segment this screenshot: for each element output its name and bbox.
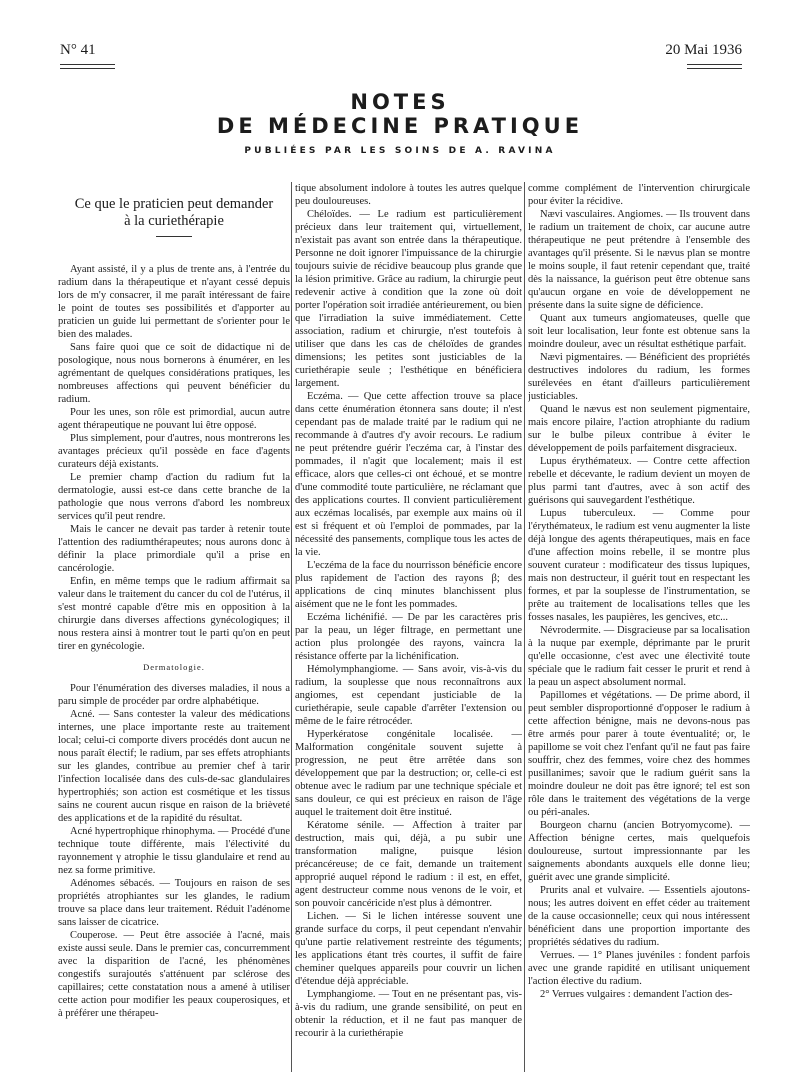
paragraph: Pour l'énumération des diverses maladies, il nous a paru simple de procéder par ordre alphabétique.: [58, 683, 290, 707]
paragraph: Plus simplement, pour d'autres, nous montrerons les avantages précieux qu'il possède en face d'agents curateurs déjà existants.: [58, 433, 290, 470]
paragraph: Hyperkératose congénitale localisée. — Malformation congénitale souvent sujette à progression, ne peut être arrêtée dans son développement que par la destruction; or, celle-ci est obtenue avec le radium par une technique spéciale et sans douleur, ce qui est précieux en raison de l'âge auquel le traitement doit être institué.: [295, 729, 522, 818]
paragraph: Chéloïdes. — Le radium est particulièrement précieux dans leur traitement qui, virtuellement, n'existait pas avant son entrée dans la thérapeutique. Personne ne doit ignorer l'impuissance de la chirurgie toujours suivie de récidive beaucoup plus grande que la lésion primitive. Grâce au radium, la chirurgie peut redevenir active à condition que la zone où doit porter l'opération soit irradiée antérieurement, ou bien que l'irradiation la suive immédiatement. Cette association, radium et chirurgie, n'est toutefois à utiliser que dans les cas de chéloïdes de grandes dimensions; les petites sont justiciables de la curiethérapie seule ; l'esthétique en bénéficiera largement.: [295, 209, 522, 389]
paragraph: Le premier champ d'action du radium fut la dermatologie, aussi est-ce dans cette branche de la pathologie que nous verrons d'abord les nombreux services qu'il peut rendre.: [58, 472, 290, 522]
paragraph: Acné hypertrophique rhinophyma. — Procédé d'une technique toute différente, mais l'électivité du rayonnement γ atrophie le tissu glandulaire et rend au nez sa forme primitive.: [58, 826, 290, 876]
page-header: [0, 42, 800, 72]
paragraph: Nævi vasculaires. Angiomes. — Ils trouvent dans le radium un traitement de choix, car aucune autre thérapeutique ne peut prétendre à l'ensemble des avantages qu'il présente. Si le nævus plan se montre le moins souple, il faut retenir cependant que, traité dès la naissance, la guérison peut être obtenue sans qu'aucun organe en voie de développement ne présente dans la suite signe de déficience.: [528, 209, 750, 311]
paragraph: Quant aux tumeurs angiomateuses, quelle que soit leur localisation, leur fonte est obtenue sans la moindre douleur, avec un résultat esthétique parfait.: [528, 313, 750, 350]
paragraph: Eczéma lichénifié. — De par les caractères pris par la peau, un léger filtrage, en permettant une action plus prolongée des rayons, vaincra la résistance offerte par la lichénification.: [295, 612, 522, 662]
paragraph: Couperose. — Peut être associée à l'acné, mais existe aussi seule. Dans le premier cas, concurremment avec la disparition de l'acné, les phénomènes congestifs surajoutés s'atténuent par sclérose des capillaires; cette constatation nous a amené à utiliser cette action pour modifier les peaux couperosiques, et à préférer une thérapeu-: [58, 930, 290, 1019]
paragraph: Ayant assisté, il y a plus de trente ans, à l'entrée du radium dans la thérapeutique et n'ayant cessé depuis lors de m'y consacrer, il me paraît intéressant de faire le point de toutes ses possibilités et d'apporter au praticien un guide lui permettant de s'orienter pour le bien des malades.: [58, 264, 290, 340]
issue-number: N° 41: [60, 42, 96, 58]
masthead: [0, 92, 800, 156]
paragraph: tique absolument indolore à toutes les autres quelque peu douloureuses.: [295, 183, 522, 207]
masthead-line1: NOTES: [350, 90, 450, 114]
paragraph: Lichen. — Si le lichen intéresse souvent une grande surface du corps, il peut cependant n'envahir qu'une partie relativement restreinte des téguments; les applications étant très courtes, il suffit de faire cheminer quelques appareils pour couvrir un lichen d'étendue déjà appréciable.: [295, 911, 522, 987]
header-rule-right: [687, 64, 742, 69]
masthead-byline: PUBLIÉES PAR LES SOINS DE A. RAVINA: [244, 146, 556, 156]
paragraph: Quand le nævus est non seulement pigmentaire, mais encore pilaire, l'action atrophiante du radium sur le bulbe pileux contribue à éviter le développement de poils parfaitement disgracieux.: [528, 404, 750, 454]
masthead-line2: DE MÉDECINE PRATIQUE: [216, 114, 584, 138]
paragraph: Papillomes et végétations. — De prime abord, il peut sembler disproportionné d'opposer le radium à cette affection bénigne, mais ne devons-nous pas être armés pour parer à toute éventualité; or, le papillome se voit chez l'enfant qu'il ne faut pas faire souffrir, chez des femmes, voire chez des hommes pusillanimes; savoir que le radium guérit sans la moindre douleur ne doit pas être ignoré; tel est son rôle dans le traitement des végétations de la verge ou péri-anales.: [528, 690, 750, 818]
paragraph: Sans faire quoi que ce soit de didactique ni de posologique, nous nous bornerons à énumérer, en les agrémentant de quelques considérations pratiques, les nombreuses affections qui peuvent bénéficier du radium.: [58, 342, 290, 405]
paragraph: L'eczéma de la face du nourrisson bénéficie encore plus rapidement de l'action des rayons β; des applications de cinq minutes blanchissent plus aisément que ne le font les pommades.: [295, 560, 522, 610]
paragraph: Acné. — Sans contester la valeur des médications internes, une place importante reste au traitement local; celui-ci comporte divers procédés dont aucun ne nous paraît électif; le radium, par ses effets atrophiants sur les glandes, contribue au premier chef à tarir l'infection localisée dans des culs-de-sac glandulaires hypertrophiés; son action est cosmétique et les tissus sains ne courent aucun risque en raison de la brièveté des applications et de la rapidité du résultat.: [58, 709, 290, 824]
paragraph: Mais le cancer ne devait pas tarder à retenir toute l'attention des radiumthérapeutes; nous aurons donc à définir la place primordiale qu'il a prise en cancérologie.: [58, 524, 290, 574]
title-rule: [156, 236, 192, 237]
column-divider: [524, 182, 525, 1072]
paragraph: Pour les unes, son rôle est primordial, aucun autre agent thérapeutique ne pouvant lui être opposé.: [58, 407, 290, 431]
paragraph: Eczéma. — Que cette affection trouve sa place dans cette énumération étonnera sans doute; il n'est cependant pas de malade traité par le radium qui ne recommande à d'autres d'y avoir recours. Le radium ne peut prétendre guérir l'eczéma car, à l'instar des pommades, il n'agit que localement; mais il est efficace, alors que celles-ci ont échoué, et se montre d'une commodité toute particulière, ne réclamant que des applications courtes. Il convient particulièrement aux eczémas localisés, par exemple aux mains où il est si fréquent et où l'emploi de pommades, par la nécessité des pansements, complique tous les actes de la vie.: [295, 391, 522, 558]
column-2: [295, 182, 522, 1072]
article-columns: [58, 182, 750, 1072]
column-3: [528, 182, 750, 1072]
column-divider: [291, 182, 292, 1072]
paragraph: Kératome sénile. — Affection à traiter par destruction, mais qui, déjà, a pu subir une transformation maligne, puisque lésion précancéreuse; de ce fait, demande un traitement approprié auquel répond le radium : il est, en effet, agent destructeur comme nous venons de le voir, et son pouvoir cancéricide n'est plus à démontrer.: [295, 820, 522, 909]
article-title-line2: à la curiethérapie: [124, 213, 224, 229]
issue-date: 20 Mai 1936: [665, 42, 742, 58]
header-rule-left: [60, 64, 115, 69]
section-subhead: Dermatologie.: [143, 662, 205, 672]
paragraph: Lymphangiome. — Tout en ne présentant pas, vis-à-vis du radium, une grande sensibilité, on peut en obtenir la réduction, et il ne faut pas manquer de recourir à la curiethérapie: [295, 989, 522, 1039]
paragraph: Bourgeon charnu (ancien Botryomycome). — Affection bénigne certes, mais quelquefois douloureuse, surtout impressionnante par les saignements abondants auxquels elle donne lieu; guérit avec une grande simplicité.: [528, 820, 750, 883]
paragraph: comme complément de l'intervention chirurgicale pour éviter la récidive.: [528, 183, 750, 207]
paragraph: Hémolymphangiome. — Sans avoir, vis-à-vis du radium, la souplesse que nous reconnaîtrons aux angiomes, est cependant justiciable de la curiethérapie, seule capable d'arrêter l'extension ou même de le faire rétrocéder.: [295, 664, 522, 727]
paragraph: Adénomes sébacés. — Toujours en raison de ses propriétés atrophiantes sur les glandes, le radium trouve sa place dans leur traitement. Réduit l'adénome sans laisser de cicatrice.: [58, 878, 290, 928]
paragraph: 2° Verrues vulgaires : demandent l'action des-: [540, 989, 733, 1000]
column-1: [58, 182, 290, 1072]
article-title: [58, 196, 290, 230]
paragraph: Enfin, en même temps que le radium affirmait sa valeur dans le traitement du cancer du col de l'utérus, il s'est montré capable d'être mis en opposition à la chirurgie dans diverses affections gynécologiques; il nous restera ainsi à montrer tout le parti qu'on en peut tirer en gynécologie.: [58, 576, 290, 652]
paragraph: Nævi pigmentaires. — Bénéficient des propriétés destructives indolores du radium, les formes surélevées en étant d'ailleurs particulièrement justiciables.: [528, 352, 750, 402]
paragraph: Prurits anal et vulvaire. — Essentiels ajoutons-nous; les autres doivent en effet céder au traitement de la cause occasionnelle; ceux qui nous intéressent bénéficient dans une proportion importante des propriétés sédatives du radium.: [528, 885, 750, 948]
article-title-line1: Ce que le praticien peut demander: [74, 196, 274, 212]
paragraph: Névrodermite. — Disgracieuse par sa localisation à la nuque par exemple, déprimante par le prurit qu'elle occasionne, c'est avec une électivité toute spéciale que le radium fait cesser le prurit et rend à la peau un aspect absolument normal.: [528, 625, 750, 688]
paragraph: Verrues. — 1° Planes juvéniles : fondent parfois avec une grande rapidité en utilisant uniquement l'action élective du radium.: [528, 950, 750, 987]
paragraph: Lupus tuberculeux. — Comme pour l'érythémateux, le radium est venu augmenter la liste déjà longue des agents thérapeutiques, mais en face d'une affection moins rebelle, il se montre plus souvent curateur : modificateur des tissus lupiques, mais non destructeur, il guérit tout en respectant les formes, et par la souplesse de l'instrumentation, se prête au traitement de localisations telles que les fosses nasales, les paupières, les gencives, etc...: [528, 508, 750, 623]
paragraph: Lupus érythémateux. — Contre cette affection rebelle et décevante, le radium devient un moyen de plus parmi tant d'autres, avec à son actif des guérisons qui sauvegardent l'esthétique.: [528, 456, 750, 506]
